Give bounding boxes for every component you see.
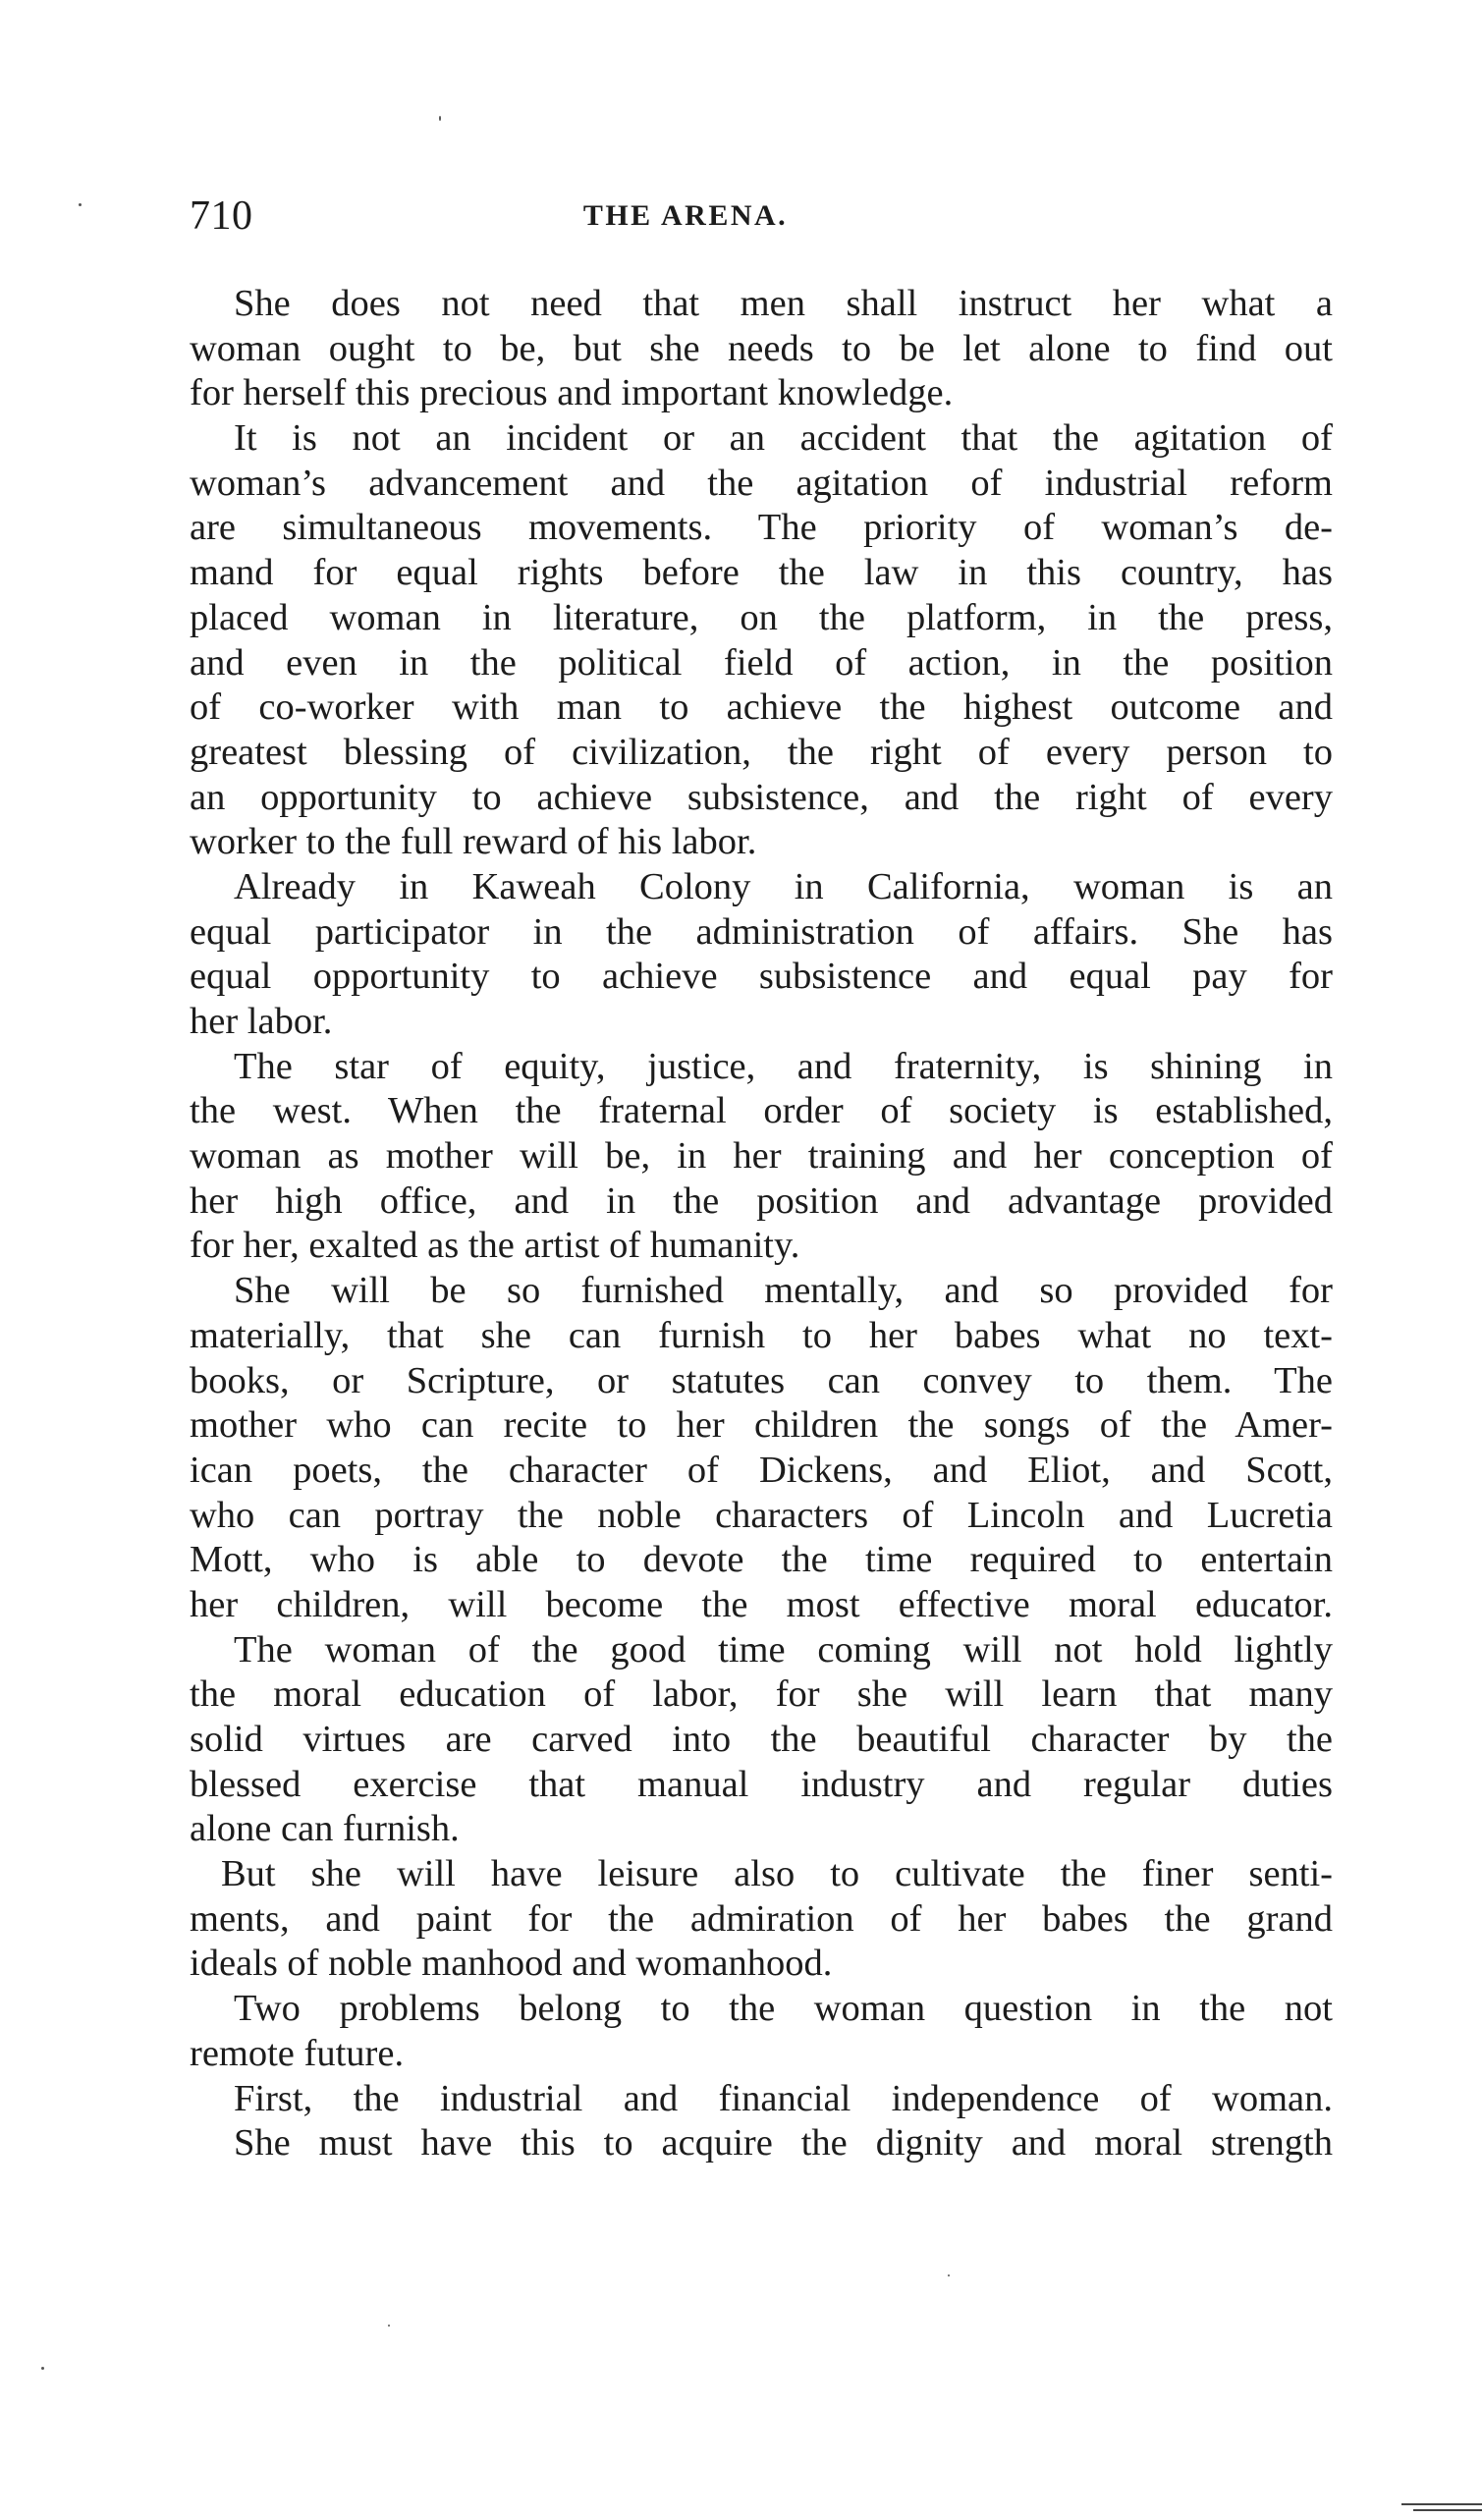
text-line: the moral education of labor, for she will learn that many (190, 1673, 1333, 1716)
text-line: She must have this to acquire the dignity and moral strength (234, 2122, 1333, 2164)
text-line: solid virtues are carved into the beautiful character by the (190, 1719, 1333, 1760)
text-line: an opportunity to achieve subsistence, and the right of every (190, 776, 1333, 818)
text-line: alone can furnish. (190, 1808, 460, 1850)
text-line: woman ought to be, but she needs to be let alone to find out (190, 327, 1333, 369)
footer-rule (1413, 2509, 1482, 2511)
text-line: The star of equity, justice, and fraternity, is shining in (234, 1045, 1333, 1087)
text-line: The woman of the good time coming will not hold lightly (234, 1628, 1333, 1671)
text-line: Mott, who is able to devote the time required to entertain (190, 1539, 1333, 1581)
text-line: She does not need that men shall instruct her what a (234, 283, 1333, 324)
scan-speck (948, 2274, 950, 2276)
footer-rule (1401, 2503, 1482, 2505)
scan-speck (79, 203, 82, 206)
text-line: of co-worker with man to achieve the highest outcome and (190, 686, 1333, 729)
text-line: her labor. (190, 1001, 333, 1042)
text-line: greatest blessing of civilization, the right of every person to (190, 731, 1333, 773)
text-line: for her, exalted as the artist of humanity. (190, 1225, 800, 1267)
text-line: She will be so furnished mentally, and so provided for (234, 1270, 1333, 1312)
running-title: THE ARENA. (582, 199, 789, 232)
text-line: ments, and paint for the admiration of her babes the grand (190, 1897, 1333, 1940)
scan-speck (388, 2325, 390, 2327)
text-line: mand for equal rights before the law in this country, has (190, 552, 1333, 594)
text-line: are simultaneous movements. The priority of woman’s de- (190, 507, 1333, 549)
text-line: her high office, and in the position and advantage provided (190, 1179, 1333, 1222)
text-line: remote future. (190, 2032, 405, 2074)
scan-speck (439, 116, 441, 121)
scan-speck (41, 2367, 44, 2370)
text-line: placed woman in literature, on the platform, in the press, (190, 596, 1333, 638)
text-line: But she will have leisure also to cultivate the finer senti- (221, 1853, 1333, 1895)
page-header (190, 187, 1329, 246)
page-number: 710 (190, 193, 253, 239)
text-line: the west. When the fraternal order of society is established, (190, 1090, 1333, 1132)
text-line: ideals of noble manhood and womanhood. (190, 1943, 833, 1985)
text-line: It is not an incident or an accident that the agitation of (234, 417, 1333, 460)
text-line: worker to the full reward of his labor. (190, 821, 757, 863)
body-text (190, 282, 1333, 2166)
text-line: ican poets, the character of Dickens, and Eliot, and Scott, (190, 1449, 1333, 1491)
text-line: who can portray the noble characters of Lincoln and Lucretia (190, 1494, 1333, 1536)
text-line: her children, will become the most effective moral educator. (190, 1583, 1333, 1625)
text-line: Two problems belong to the woman question in the not (234, 1988, 1333, 2030)
text-line: books, or Scripture, or statutes can convey to them. The (190, 1359, 1333, 1401)
text-line: equal participator in the administration of affairs. She has (190, 910, 1333, 953)
text-line: blessed exercise that manual industry and regular duties (190, 1763, 1333, 1805)
text-line: First, the industrial and financial independence of woman. (234, 2077, 1333, 2119)
text-line: for herself this precious and important knowledge. (190, 372, 954, 414)
text-line: equal opportunity to achieve subsistence and equal pay for (190, 956, 1333, 998)
text-line: Already in Kaweah Colony in California, woman is an (234, 865, 1333, 907)
text-line: and even in the political field of action, in the position (190, 641, 1333, 684)
text-line: mother who can recite to her children the songs of the Amer- (190, 1404, 1333, 1447)
text-line: woman’s advancement and the agitation of industrial reform (190, 462, 1333, 504)
text-line: materially, that she can furnish to her babes what no text- (190, 1314, 1333, 1356)
text-line: woman as mother will be, in her training and her conception of (190, 1135, 1333, 1178)
